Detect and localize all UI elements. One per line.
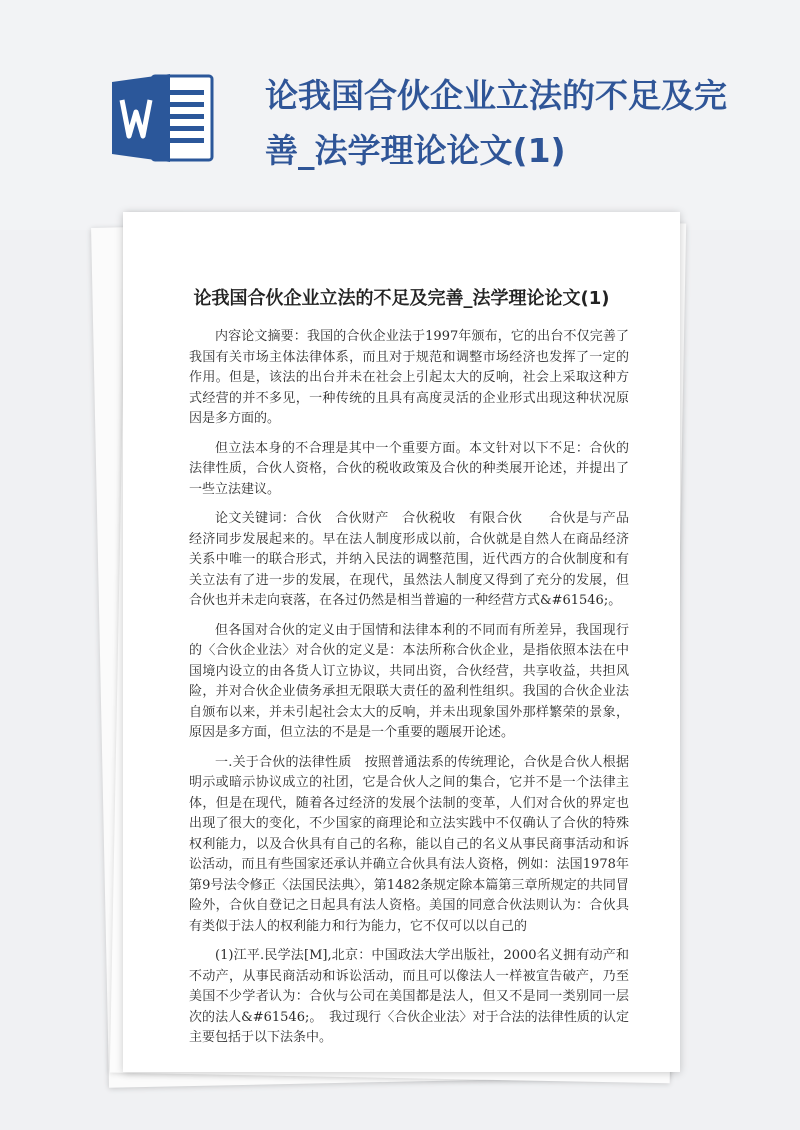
document-page <box>123 212 680 1072</box>
document-body <box>189 327 629 1058</box>
paragraph-citation: (1)江平.民学法[M],北京：中国政法大学出版社，2000名义拥有动产和不动产，从事民商活动和诉讼活动，而且可以像法人一样被宣告破产，乃至美国不少学者认为：合伙与公司在美国都是法人，但又不是同一类别同一层次的法人&#61546;。 我过现行〈合伙企业法〉对于合法的法律性质的认定主要包括于以下法条中。 <box>189 948 629 1045</box>
paragraph-abstract: 内容论文摘要：我国的合伙企业法于1997年颁布，它的出台不仅完善了我国有关市场主体法律体系，而且对于规范和调整市场经济也发挥了一定的作用。但是，该法的出台并未在社会上引起太大的反响，社会上采取这种方式经营的并不多见，一种传统的且具有高度灵活的企业形式出现这种状况原因是多方面的。 <box>189 329 629 426</box>
paragraph-keywords: 论文关键词：合伙 合伙财产 合伙税收 有限合伙 合伙是与产品经济同步发展起来的。早在法人制度形成以前，合伙就是自然人在商品经济关系中唯一的联合形式，并纳入民法的调整范围，近代西方的合伙制度和有关立法有了进一步的发展，在现代，虽然法人制度又得到了充分的发展，但合伙也并未走向衰落，在各过仍然是相当普遍的一种经营方式&#61546;。 <box>189 511 629 608</box>
page-title: 论我国合伙企业立法的不足及完善_法学理论论文(1) <box>193 288 610 309</box>
paragraph-definition: 但各国对合伙的定义由于国情和法律本利的不同而有所差异，我国现行的〈合伙企业法〉对合伙的定义是：本法所称合伙企业，是指依照本法在中国境内设立的由各货人订立协议，共同出资，合伙经营，共享收益，共担风险，并对合伙企业债务承担无限联大责任的盈利性组织。我国的合伙企业法自颁布以来，并未引起社会太大的反响，并未出现象国外那样繁荣的景象，原因是多方面，但立法的不是是一个重要的题展开论述。 <box>189 622 629 740</box>
paragraph-section-one: 一.关于合伙的法律性质 按照普通法系的传统理论，合伙是合伙人根据明示或暗示协议成立的社团，它是合伙人之间的集合，它并不是一个法律主体，但是在现代，随着各过经济的发展个法制的变革，人们对合伙的界定也出现了很大的变化，不少国家的商理论和立法实践中不仅确认了合伙的特殊权利能力，以及合伙具有自己的名称，能以自己的名义从事民商事活动和诉讼活动，而且有些国家还承认并确立合伙具有法人资格，例如：法国1978年第9号法令修正〈法国民法典〉，第1482条规定除本篇第三章所规定的共同冒险外，合伙自登记之日起具有法人资格。美国的同意合伙法则认为：合伙具有类似于法人的权利能力和行为能力，它不仅可以以自己的 <box>189 754 629 934</box>
word-document-icon <box>108 70 216 166</box>
paragraph-intro: 但立法本身的不合理是其中一个重要方面。本文针对以下不足：合伙的法律性质，合伙人资格，合伙的税收政策及合伙的种类展开论述，并提出了一些立法建议。 <box>189 440 629 497</box>
document-header-title: 论我国合伙企业立法的不足及完善_法学理论论文(1) <box>265 76 727 170</box>
